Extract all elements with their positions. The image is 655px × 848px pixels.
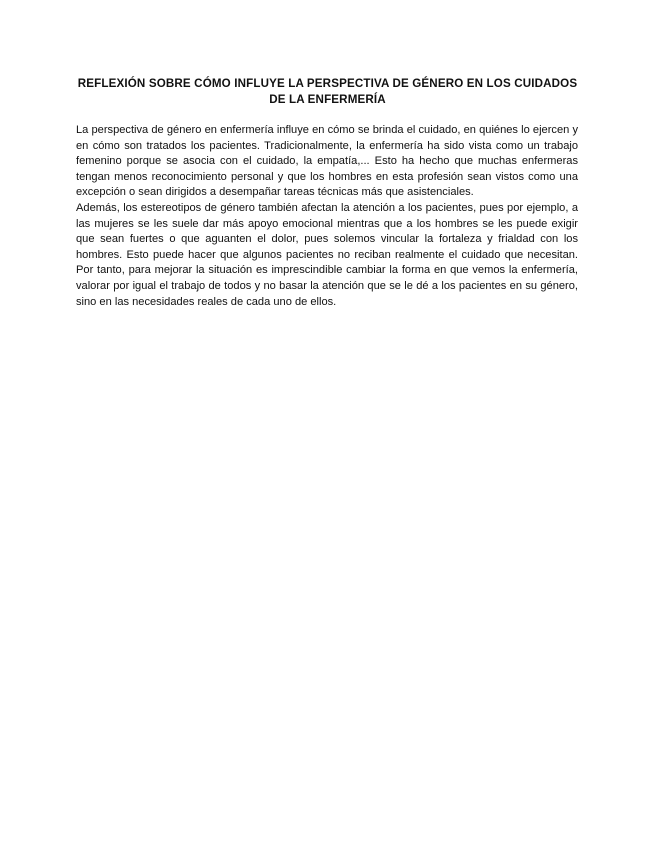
title-line-1: REFLEXIÓN SOBRE CÓMO INFLUYE LA PERSPECTIVA DE GÉNERO EN LOS CUIDADOS bbox=[77, 77, 578, 90]
document-title bbox=[70, 76, 585, 108]
paragraph-1: La perspectiva de género en enfermería influye en cómo se brinda el cuidado, en quiénes lo ejercen y en cómo son tratados los pacientes. Tradicionalmente, la enfermería ha sido vista como un trabajo femenino porque se asocia con el cuidado, la empatía,... Esto ha hecho que muchas enfermeras tengan menos reconocimiento personal y que los hombres en esta profesión sean vistos como una excepción o sean dirigidos a desempañar tareas técnicas más que asistenciales. bbox=[76, 124, 578, 199]
title-line-2: DE LA ENFERMERÍA bbox=[269, 93, 386, 106]
paragraph-2: Además, los estereotipos de género también afectan la atención a los pacientes, pues por ejemplo, a las mujeres se les suele dar más apoyo emocional mientras que a los hombres se les puede exigir que sean fuertes o que aguanten el dolor, pues solemos vincular la fortaleza y frialdad con los hombres. Esto puede hacer que algunos pacientes no reciban realmente el cuidado que necesitan. Por tanto, para mejorar la situación es imprescindible cambiar la forma en que vemos la enfermería, valorar por igual el trabajo de todos y no basar la atención que se le dé a los pacientes en su género, sino en las necesidades reales de cada uno de ellos. bbox=[76, 201, 578, 308]
document-body bbox=[76, 123, 578, 310]
